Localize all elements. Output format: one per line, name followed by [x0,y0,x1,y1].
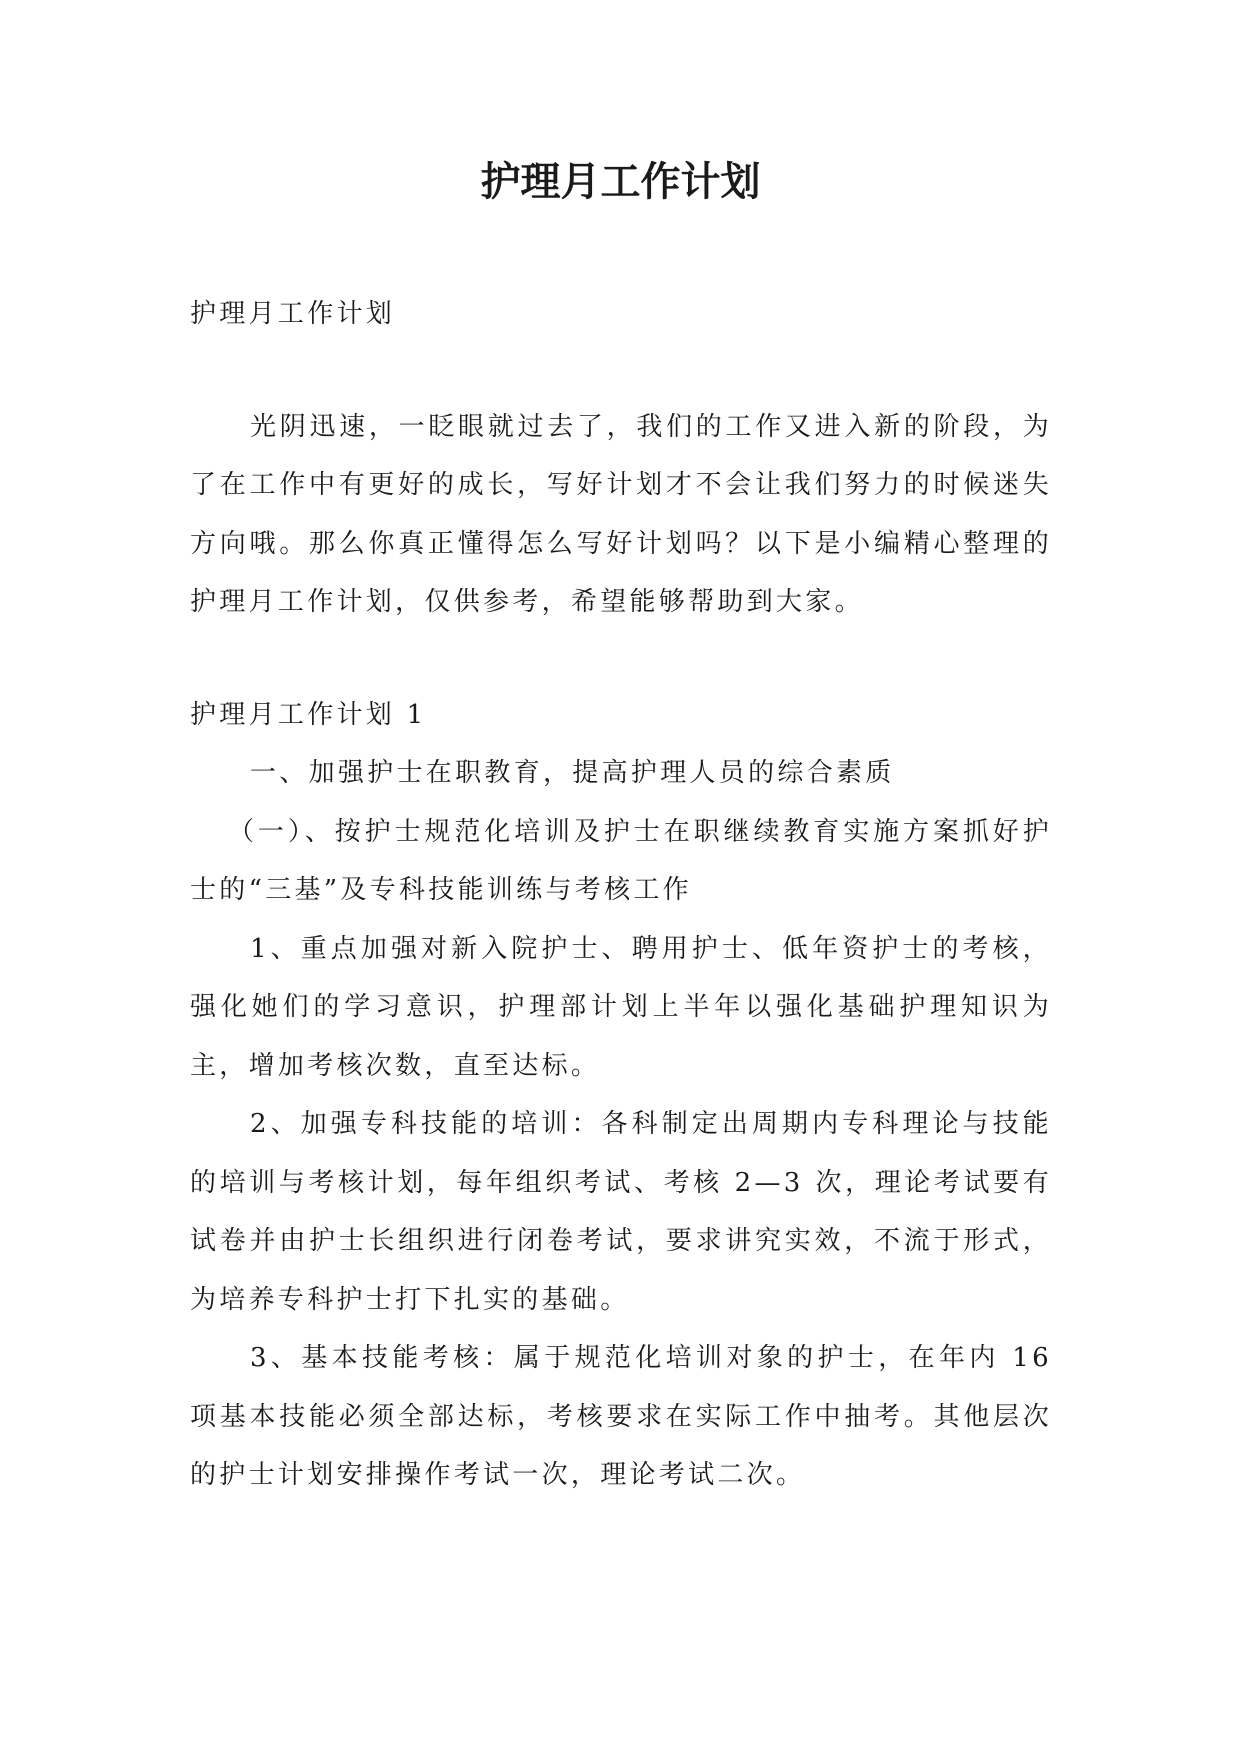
point-heading-1: 一、加强护士在职教育，提高护理人员的综合素质 [250,758,895,788]
document-subtitle: 护理月工作计划 [190,299,396,329]
document-body [190,285,1052,1505]
section-heading: 护理月工作计划 1 [190,699,427,730]
intro-paragraph: 光阴迅速，一眨眼就过去了，我们的工作又进入新的阶段，为了在工作中有更好的成长，写好计划才不会让我们努力的时候迷失方向哦。那么你真正懂得怎么写好计划吗？以下是小编精心整理的护理月工作计划，仅供参考，希望能够帮助到大家。 [190,411,1052,617]
list-item-1: 1、重点加强对新入院护士、聘用护士、低年资护士的考核，强化她们的学习意识，护理部计划上半年以强化基础护理知识为主，增加考核次数，直至达标。 [190,933,1052,1081]
document-title: 护理月工作计划 [480,158,761,205]
sub-point-heading-1: （一）、按护士规范化培训及护士在职继续教育实施方案抓好护士的“三基”及专科技能训练与考核工作 [190,816,1052,905]
list-item-2: 2、加强专科技能的培训：各科制定出周期内专科理论与技能的培训与考核计划，每年组织考试、考核 2—3 次，理论考试要有试卷并由护士长组织进行闭卷考试，要求讲究实效，不流于形式，为培养专科护士打下扎实的基础。 [190,1109,1052,1315]
list-item-3: 3、基本技能考核：属于规范化培训对象的护士，在年内 16 项基本技能必须全部达标，考核要求在实际工作中抽考。其他层次的护士计划安排操作考试一次，理论考试二次。 [190,1343,1052,1490]
